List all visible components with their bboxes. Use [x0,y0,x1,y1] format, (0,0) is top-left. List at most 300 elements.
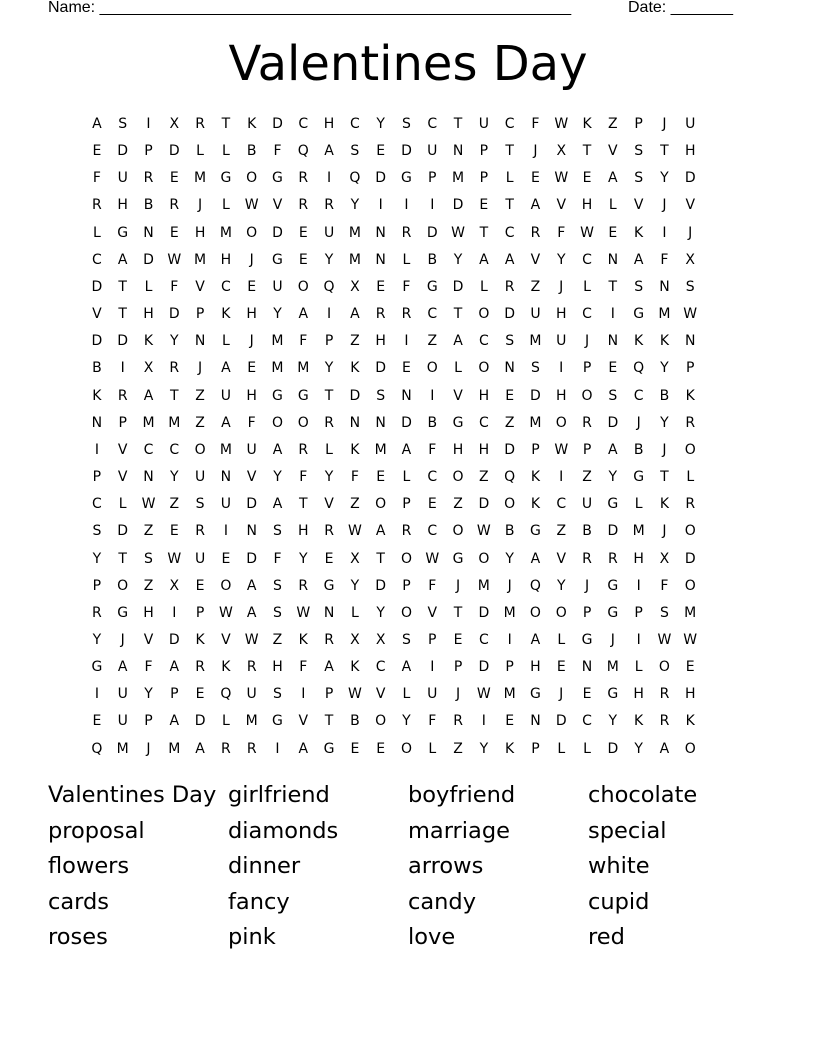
grid-letter[interactable]: P [634,116,643,132]
grid-letter[interactable]: T [221,116,231,132]
grid-letter[interactable]: K [247,116,257,132]
grid-letter[interactable]: R [195,659,205,676]
grid-letter[interactable]: A [608,441,618,458]
grid-letter[interactable]: K [195,631,205,648]
grid-letter[interactable]: J [688,224,693,241]
grid-letter[interactable]: W [244,631,259,648]
grid-letter[interactable]: I [481,713,486,730]
grid-letter[interactable]: C [427,306,438,323]
grid-letter[interactable]: V [195,278,205,295]
grid-letter[interactable]: G [633,469,645,486]
grid-letter[interactable]: D [504,306,516,323]
grid-letter[interactable]: L [325,441,333,458]
grid-letter[interactable]: L [608,197,617,214]
grid-letter[interactable]: J [584,577,590,594]
grid-letter[interactable]: N [684,333,696,350]
grid-letter[interactable]: Z [582,469,592,486]
grid-letter[interactable]: H [478,441,490,458]
grid-letter[interactable]: N [607,251,619,268]
grid-letter[interactable]: F [402,278,411,295]
grid-letter[interactable]: D [91,333,103,350]
grid-letter[interactable]: T [660,143,669,160]
grid-letter[interactable]: P [118,414,127,431]
grid-letter[interactable]: R [659,713,670,730]
grid-letter[interactable]: T [118,278,127,295]
grid-letter[interactable]: K [634,224,644,241]
grid-letter[interactable]: K [221,306,231,323]
grid-letter[interactable]: R [169,360,180,377]
grid-letter[interactable]: W [347,686,362,703]
grid-letter[interactable]: Q [91,740,103,757]
grid-letter[interactable]: F [531,116,540,132]
grid-letter[interactable]: R [246,659,257,676]
grid-letter[interactable]: Y [273,306,282,323]
grid-letter[interactable]: C [478,414,489,431]
grid-letter[interactable]: E [376,278,386,295]
grid-letter[interactable]: K [685,713,695,730]
grid-letter[interactable]: M [529,333,542,350]
grid-letter[interactable]: J [584,333,590,350]
grid-letter[interactable]: A [659,740,670,757]
grid-letter[interactable]: M [297,360,310,377]
grid-letter[interactable]: U [323,224,335,241]
grid-letter[interactable]: Y [376,116,385,132]
grid-letter[interactable]: P [324,686,334,703]
grid-letter[interactable]: W [554,170,569,187]
grid-letter[interactable]: D [246,550,258,567]
grid-letter[interactable]: E [92,713,102,730]
grid-letter[interactable]: L [402,469,411,486]
grid-letter[interactable]: P [144,143,153,160]
grid-letter[interactable]: A [453,333,463,350]
grid-letter[interactable]: Y [634,740,643,757]
grid-letter[interactable]: T [453,116,463,132]
grid-letter[interactable]: C [582,306,592,323]
grid-letter[interactable]: P [324,333,334,350]
grid-letter[interactable]: G [607,496,619,513]
grid-letter[interactable]: T [170,387,179,404]
grid-letter[interactable]: P [195,306,205,323]
grid-letter[interactable]: C [633,387,644,404]
grid-letter[interactable]: R [324,523,334,540]
grid-letter[interactable]: H [633,550,644,567]
grid-letter[interactable]: U [117,170,128,187]
grid-letter[interactable]: P [505,659,514,676]
grid-letter[interactable]: Y [608,469,618,486]
grid-letter[interactable]: Z [169,496,180,513]
grid-letter[interactable]: D [117,523,129,540]
grid-letter[interactable]: U [246,441,257,458]
grid-letter[interactable]: J [662,116,667,132]
grid-letter[interactable]: C [504,224,515,241]
grid-letter[interactable]: G [323,740,335,757]
grid-letter[interactable]: R [92,604,102,621]
grid-letter[interactable]: O [478,550,490,567]
grid-letter[interactable]: B [427,414,438,431]
grid-letter[interactable]: N [246,523,257,540]
grid-letter[interactable]: H [375,333,386,350]
grid-letter[interactable]: J [455,686,461,703]
grid-letter[interactable]: O [684,523,696,540]
grid-letter[interactable]: O [452,523,464,540]
grid-letter[interactable]: M [168,414,181,431]
grid-letter[interactable]: F [299,333,308,350]
grid-letter[interactable]: I [559,360,564,377]
grid-letter[interactable]: S [273,604,282,621]
grid-letter[interactable]: D [272,116,283,132]
grid-letter[interactable]: C [220,278,231,295]
grid-letter[interactable]: V [92,306,102,323]
grid-letter[interactable]: E [298,251,308,268]
grid-letter[interactable]: H [194,224,206,241]
grid-letter[interactable]: G [607,577,619,594]
grid-letter[interactable]: E [505,713,515,730]
grid-letter[interactable]: W [244,197,259,214]
grid-letter[interactable]: O [684,740,696,757]
grid-letter[interactable]: D [452,197,464,214]
grid-letter[interactable]: Z [350,333,360,350]
grid-letter[interactable]: S [685,278,695,295]
grid-letter[interactable]: D [530,387,541,404]
grid-letter[interactable]: L [454,360,462,377]
grid-letter[interactable]: A [117,251,128,268]
grid-letter[interactable]: N [401,387,412,404]
grid-letter[interactable]: M [503,604,516,621]
grid-letter[interactable]: N [530,713,541,730]
grid-letter[interactable]: T [505,197,514,214]
grid-letter[interactable]: A [221,360,231,377]
grid-letter[interactable]: Y [660,170,669,187]
grid-letter[interactable]: C [582,713,592,730]
grid-letter[interactable]: K [350,360,360,377]
grid-letter[interactable]: C [298,116,309,132]
grid-letter[interactable]: D [349,387,361,404]
grid-letter[interactable]: Y [556,251,566,268]
grid-letter[interactable]: I [507,631,512,648]
grid-letter[interactable]: F [92,170,101,187]
grid-letter[interactable]: K [659,496,670,513]
grid-letter[interactable]: I [430,197,435,214]
grid-letter[interactable]: S [634,143,644,160]
grid-letter[interactable]: U [581,496,593,513]
grid-letter[interactable]: O [555,604,567,621]
grid-letter[interactable]: V [117,469,128,486]
grid-letter[interactable]: E [505,387,515,404]
grid-letter[interactable]: P [402,496,411,513]
grid-letter[interactable]: B [143,197,154,214]
grid-letter[interactable]: A [504,251,515,268]
grid-letter[interactable]: S [634,170,644,187]
grid-letter[interactable]: A [298,306,309,323]
grid-letter[interactable]: X [685,251,696,268]
grid-letter[interactable]: M [348,251,361,268]
grid-letter[interactable]: A [375,523,386,540]
grid-letter[interactable]: S [92,523,102,540]
grid-letter[interactable]: N [375,414,386,431]
grid-letter[interactable]: R [607,550,618,567]
grid-letter[interactable]: D [91,278,103,295]
grid-letter[interactable]: L [221,197,230,214]
grid-letter[interactable]: O [246,170,258,187]
grid-letter[interactable]: W [580,224,594,241]
grid-letter[interactable]: E [324,550,334,567]
grid-letter[interactable]: K [350,659,360,676]
grid-letter[interactable]: V [453,387,463,404]
grid-letter[interactable]: H [298,523,309,540]
grid-letter[interactable]: Z [608,116,618,132]
grid-letter[interactable]: V [633,197,644,214]
grid-letter[interactable]: U [220,496,231,513]
grid-letter[interactable]: G [220,170,232,187]
grid-letter[interactable]: Q [633,360,645,377]
grid-letter[interactable]: C [478,333,489,350]
grid-letter[interactable]: G [272,251,283,268]
grid-letter[interactable]: S [118,116,128,132]
grid-letter[interactable]: E [556,659,566,676]
grid-letter[interactable]: V [556,197,567,214]
grid-letter[interactable]: Y [324,360,334,377]
grid-letter[interactable]: O [194,441,206,458]
grid-letter[interactable]: A [195,740,205,757]
grid-letter[interactable]: Y [92,631,102,648]
grid-letter[interactable]: M [658,306,671,323]
grid-letter[interactable]: D [375,360,387,377]
grid-letter[interactable]: E [402,360,411,377]
grid-letter[interactable]: A [169,659,180,676]
grid-letter[interactable]: U [685,116,696,132]
grid-letter[interactable]: B [350,713,360,730]
grid-letter[interactable]: O [220,577,232,594]
grid-letter[interactable]: Z [350,496,360,513]
grid-letter[interactable]: S [195,496,205,513]
grid-letter[interactable]: N [375,251,386,268]
grid-letter[interactable]: C [427,116,438,132]
grid-letter[interactable]: B [92,360,102,377]
grid-letter[interactable]: K [298,631,308,648]
grid-letter[interactable]: M [529,414,542,431]
grid-letter[interactable]: Y [92,550,102,567]
grid-letter[interactable]: S [634,278,644,295]
grid-letter[interactable]: I [301,686,306,703]
grid-letter[interactable]: T [298,496,308,513]
grid-letter[interactable]: Z [272,631,283,648]
grid-letter[interactable]: F [428,713,437,730]
grid-letter[interactable]: O [684,441,696,458]
grid-letter[interactable]: S [402,116,411,132]
grid-letter[interactable]: M [632,523,645,540]
grid-letter[interactable]: I [430,387,435,404]
grid-letter[interactable]: U [530,306,541,323]
grid-letter[interactable]: R [195,116,205,132]
grid-letter[interactable]: S [273,523,282,540]
grid-letter[interactable]: K [530,469,541,486]
grid-letter[interactable]: Z [195,387,205,404]
grid-letter[interactable]: X [350,631,360,648]
grid-letter[interactable]: U [427,686,438,703]
grid-letter[interactable]: E [479,197,489,214]
grid-letter[interactable]: J [198,197,203,214]
grid-letter[interactable]: J [249,333,254,350]
grid-letter[interactable]: U [117,713,128,730]
grid-letter[interactable]: Z [427,333,438,350]
grid-letter[interactable]: C [427,523,438,540]
grid-letter[interactable]: L [92,224,101,241]
grid-letter[interactable]: F [428,577,437,594]
grid-letter[interactable]: S [505,333,515,350]
grid-letter[interactable]: K [143,333,154,350]
grid-letter[interactable]: J [559,686,564,703]
grid-letter[interactable]: E [92,143,102,160]
grid-letter[interactable]: D [272,224,283,241]
grid-letter[interactable]: P [582,441,592,458]
grid-letter[interactable]: E [195,577,205,594]
grid-letter[interactable]: E [685,659,695,676]
grid-letter[interactable]: I [94,441,99,458]
grid-letter[interactable]: T [660,469,669,486]
grid-letter[interactable]: V [221,631,231,648]
grid-letter[interactable]: Y [350,197,360,214]
grid-letter[interactable]: E [298,224,308,241]
grid-letter[interactable]: H [272,659,283,676]
grid-letter[interactable]: G [452,550,464,567]
grid-letter[interactable]: O [478,306,490,323]
grid-letter[interactable]: A [92,116,102,132]
grid-letter[interactable]: R [298,197,309,214]
grid-letter[interactable]: I [327,306,332,323]
grid-letter[interactable]: L [196,143,204,160]
grid-letter[interactable]: D [375,577,387,594]
grid-letter[interactable]: G [401,170,412,187]
grid-letter[interactable]: W [425,550,440,567]
grid-letter[interactable]: P [479,143,489,160]
grid-letter[interactable]: E [169,523,179,540]
grid-letter[interactable]: D [117,143,129,160]
grid-letter[interactable]: E [221,550,231,567]
grid-letter[interactable]: L [428,740,437,757]
grid-letter[interactable]: R [401,523,412,540]
grid-letter[interactable]: V [530,251,541,268]
grid-letter[interactable]: T [376,550,385,567]
grid-letter[interactable]: I [146,116,151,132]
grid-letter[interactable]: D [401,414,412,431]
grid-letter[interactable]: S [350,143,360,160]
grid-letter[interactable]: L [634,659,643,676]
grid-letter[interactable]: R [298,441,309,458]
grid-letter[interactable]: J [455,577,461,594]
grid-letter[interactable]: C [92,496,102,513]
grid-letter[interactable]: P [582,604,592,621]
grid-letter[interactable]: K [685,387,695,404]
grid-letter[interactable]: V [608,143,618,160]
grid-letter[interactable]: F [144,659,153,676]
grid-letter[interactable]: A [324,659,334,676]
grid-letter[interactable]: A [633,251,644,268]
grid-letter[interactable]: T [118,550,127,567]
grid-letter[interactable]: J [146,740,151,757]
grid-letter[interactable]: W [347,523,362,540]
grid-letter[interactable]: I [636,577,641,594]
grid-letter[interactable]: L [686,469,695,486]
grid-letter[interactable]: B [582,523,592,540]
grid-letter[interactable]: Y [608,713,618,730]
grid-letter[interactable]: W [141,496,156,513]
grid-letter[interactable]: W [167,550,182,567]
grid-letter[interactable]: Y [144,686,153,703]
grid-letter[interactable]: D [555,713,567,730]
grid-letter[interactable]: T [479,224,489,241]
grid-letter[interactable]: L [557,740,566,757]
grid-letter[interactable]: O [581,387,593,404]
grid-letter[interactable]: I [610,306,615,323]
grid-letter[interactable]: C [556,496,567,513]
grid-letter[interactable]: B [246,143,257,160]
grid-letter[interactable]: L [402,251,411,268]
grid-letter[interactable]: B [504,523,515,540]
grid-letter[interactable]: L [583,740,591,757]
grid-letter[interactable]: M [245,713,258,730]
grid-letter[interactable]: R [246,740,257,757]
grid-letter[interactable]: Z [453,740,463,757]
grid-letter[interactable]: P [531,740,540,757]
grid-letter[interactable]: X [556,143,567,160]
grid-letter[interactable]: H [478,387,490,404]
grid-letter[interactable]: C [504,116,515,132]
grid-letter[interactable]: W [554,116,569,132]
grid-letter[interactable]: K [634,713,644,730]
grid-letter[interactable]: Y [660,414,669,431]
grid-letter[interactable]: G [272,170,283,187]
grid-letter[interactable]: A [246,604,257,621]
grid-letter[interactable]: C [427,469,438,486]
grid-letter[interactable]: M [116,740,129,757]
grid-letter[interactable]: O [400,604,412,621]
grid-letter[interactable]: I [662,224,667,241]
grid-letter[interactable]: N [581,659,593,676]
grid-letter[interactable]: C [375,659,386,676]
grid-letter[interactable]: R [685,496,696,513]
grid-letter[interactable]: W [218,604,233,621]
grid-letter[interactable]: O [555,414,567,431]
grid-letter[interactable]: H [246,387,257,404]
grid-letter[interactable]: N [349,414,361,431]
grid-letter[interactable]: M [452,170,465,187]
grid-letter[interactable]: P [479,170,489,187]
grid-letter[interactable]: K [221,659,231,676]
grid-letter[interactable]: Z [143,577,154,594]
grid-letter[interactable]: J [662,441,667,458]
grid-letter[interactable]: I [430,659,435,676]
grid-letter[interactable]: S [273,686,282,703]
grid-letter[interactable]: A [530,197,541,214]
grid-letter[interactable]: I [172,604,177,621]
grid-letter[interactable]: E [453,631,463,648]
grid-letter[interactable]: D [452,278,464,295]
grid-letter[interactable]: T [324,713,334,730]
grid-letter[interactable]: A [117,659,128,676]
grid-letter[interactable]: O [684,577,696,594]
grid-letter[interactable]: V [143,631,154,648]
grid-letter[interactable]: H [684,686,696,703]
grid-letter[interactable]: H [555,387,567,404]
grid-letter[interactable]: O [400,740,412,757]
grid-letter[interactable]: B [427,251,438,268]
grid-letter[interactable]: V [556,550,567,567]
grid-letter[interactable]: L [221,143,230,160]
grid-letter[interactable]: O [375,496,387,513]
grid-letter[interactable]: F [170,278,179,295]
grid-letter[interactable]: W [683,631,698,648]
grid-letter[interactable]: N [504,360,515,377]
